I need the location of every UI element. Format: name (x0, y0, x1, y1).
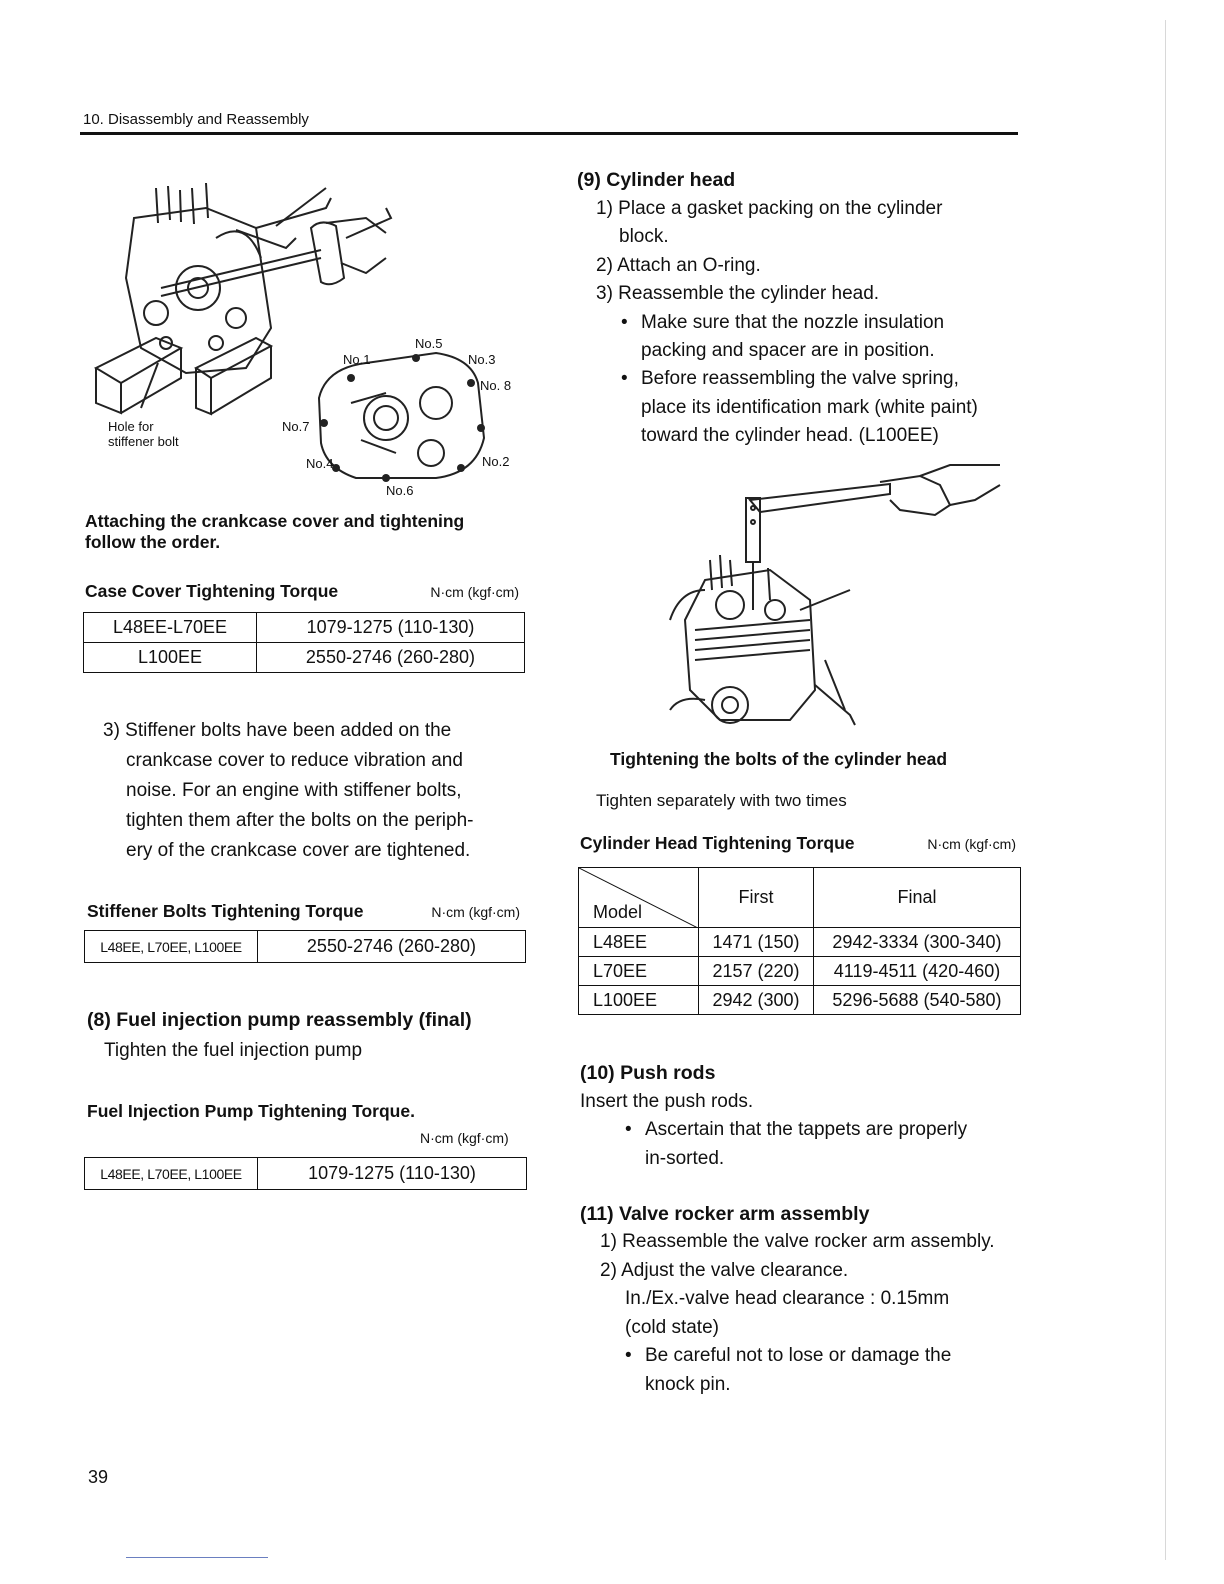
fuel-torque-table (84, 1157, 527, 1190)
paragraph-line: ery of the crankcase cover are tightened. (126, 840, 471, 861)
table-row (579, 928, 1021, 957)
crankcase-illustration (86, 178, 526, 500)
cylinder-torque-unit: N·cm (kgf·cm) (927, 836, 1016, 852)
table-row (579, 986, 1021, 1015)
figure2-caption: Tightening the bolts of the cylinder head (610, 749, 948, 769)
bolt-label-no2: No.2 (482, 454, 510, 469)
step-line: (cold state) (625, 1316, 719, 1338)
cylinder-torque-table (578, 867, 1021, 1015)
cylinder-head-title: (9) Cylinder head (577, 169, 736, 191)
table-header-model (579, 868, 699, 928)
paragraph-line: 3) Stiffener bolts have been added on the (103, 720, 452, 741)
stiffener-torque-table (84, 930, 526, 963)
table-cell-first: 2942 (300) (699, 986, 814, 1015)
table-header-row (579, 868, 1021, 928)
fuel-section-title: (8) Fuel injection pump reassembly (final) (87, 1009, 472, 1031)
bullet-line: • Be careful not to lose or damage the (645, 1342, 995, 1371)
cylinder-torque-title: Cylinder Head Tightening Torque (580, 833, 855, 853)
bullet-line: • Make sure that the nozzle insulation (641, 309, 1026, 337)
bullet-line: toward the cylinder head. (L100EE) (641, 425, 939, 447)
case-cover-torque-title: Case Cover Tightening Torque (85, 581, 339, 601)
header-model-label: Model (593, 902, 643, 922)
step-line: 2) Adjust the valve clearance. (600, 1259, 849, 1281)
rocker-title: (11) Valve rocker arm assembly (580, 1203, 870, 1225)
table-header-first: First (699, 868, 814, 928)
push-rods-title: (10) Push rods (580, 1062, 716, 1084)
table-header-final: Final (814, 868, 1021, 928)
page-number: 39 (88, 1467, 109, 1487)
table-cell-value: 1079-1275 (110-130) (257, 613, 525, 643)
cylinder-head-illustration (650, 460, 1010, 740)
paragraph-line: noise. For an engine with stiffener bolts, (126, 780, 462, 801)
stiffener-paragraph (103, 716, 533, 866)
step-line: block. (619, 226, 669, 248)
step-line: 1) Place a gasket packing on the cylinder (596, 198, 943, 219)
case-cover-torque-heading (85, 581, 519, 602)
table-cell-model: L48EE, L70EE, L100EE (85, 931, 258, 963)
bolt-label-no1: No.1 (343, 352, 371, 367)
table-cell-first: 2157 (220) (699, 957, 814, 986)
bolt-label-no6: No.6 (386, 483, 414, 498)
bullet-line: • Before reassembling the valve spring, (641, 365, 1026, 393)
table-cell-model: L100EE (579, 986, 699, 1015)
page-edge-line (1165, 20, 1166, 1560)
case-cover-torque-unit: N·cm (kgf·cm) (430, 584, 519, 600)
figure2-note: Tighten separately with two times (596, 791, 847, 810)
stiffener-torque-unit: N·cm (kgf·cm) (431, 904, 520, 920)
header-rule (80, 132, 1018, 135)
table-cell-model: L48EE (579, 928, 699, 957)
table-cell-value: 2550-2746 (260-280) (257, 643, 525, 673)
table-cell-model: L48EE, L70EE, L100EE (85, 1158, 258, 1190)
bullet-line: place its identification mark (white paint) (641, 396, 978, 418)
bullet-item (596, 309, 1026, 366)
cylinder-head-figure (650, 460, 1010, 740)
bullet-item (596, 365, 1026, 450)
table-row (84, 613, 525, 643)
bullet-line: in-sorted. (645, 1148, 725, 1169)
rocker-steps (600, 1228, 995, 1399)
fuel-section-text: Tighten the fuel injection pump (104, 1040, 363, 1061)
fuel-torque-unit: N·cm (kgf·cm) (420, 1130, 509, 1146)
table-cell-final: 4119-4511 (420-460) (814, 957, 1021, 986)
table-cell-value: 1079-1275 (110-130) (258, 1158, 527, 1190)
table-cell-value: 2550-2746 (260-280) (258, 931, 526, 963)
bolt-label-no8: No. 8 (480, 378, 512, 393)
paragraph-line: crankcase cover to reduce vibration and (126, 750, 463, 771)
paragraph-line: tighten them after the bolts on the periph- (126, 810, 474, 831)
bullet-line: • Ascertain that the tappets are properly (645, 1115, 967, 1144)
table-cell-final: 5296-5688 (540-580) (814, 986, 1021, 1015)
step-line: 2) Attach an O-ring. (596, 254, 761, 276)
bolt-label-no3: No.3 (468, 352, 496, 367)
hole-label-line2: stiffener bolt (108, 434, 179, 449)
bolt-label-no5: No.5 (415, 336, 443, 351)
step-line: 1) Reassemble the valve rocker arm assembly. (600, 1231, 995, 1252)
table-row (84, 643, 525, 673)
table-row (579, 957, 1021, 986)
figure1-caption-line2: follow the order. (85, 532, 221, 552)
table-cell-final: 2942-3334 (300-340) (814, 928, 1021, 957)
table-cell-model: L70EE (579, 957, 699, 986)
cylinder-head-steps (596, 195, 1026, 451)
case-cover-torque-table (83, 612, 525, 673)
bullet-item (600, 1342, 995, 1399)
crankcase-figure (86, 178, 526, 500)
table-cell-model: L48EE-L70EE (84, 613, 257, 643)
stiffener-torque-title: Stiffener Bolts Tightening Torque (87, 901, 364, 921)
section-header: 10. Disassembly and Reassembly (83, 111, 309, 128)
step-line: 3) Reassemble the cylinder head. (596, 283, 880, 305)
bullet-line: packing and spacer are in position. (641, 340, 935, 362)
push-rods-text: Insert the push rods. (580, 1091, 754, 1112)
table-cell-model: L100EE (84, 643, 257, 673)
bolt-label-no7: No.7 (282, 419, 310, 434)
table-row (85, 931, 526, 963)
cylinder-torque-heading (580, 833, 1016, 854)
footer-rule (126, 1557, 268, 1558)
stiffener-torque-heading (87, 901, 520, 922)
table-cell-first: 1471 (150) (699, 928, 814, 957)
bullet-line: knock pin. (645, 1373, 731, 1395)
fuel-torque-title: Fuel Injection Pump Tightening Torque. (87, 1101, 415, 1121)
step-line: In./Ex.-valve head clearance : 0.15mm (625, 1288, 950, 1309)
figure1-caption (85, 511, 464, 553)
table-row (85, 1158, 527, 1190)
hole-label-line1: Hole for (108, 419, 154, 434)
push-rods-bullet (645, 1115, 967, 1173)
figure1-caption-line1: Attaching the crankcase cover and tightening (85, 511, 465, 531)
bolt-label-no4: No.4 (306, 456, 334, 471)
